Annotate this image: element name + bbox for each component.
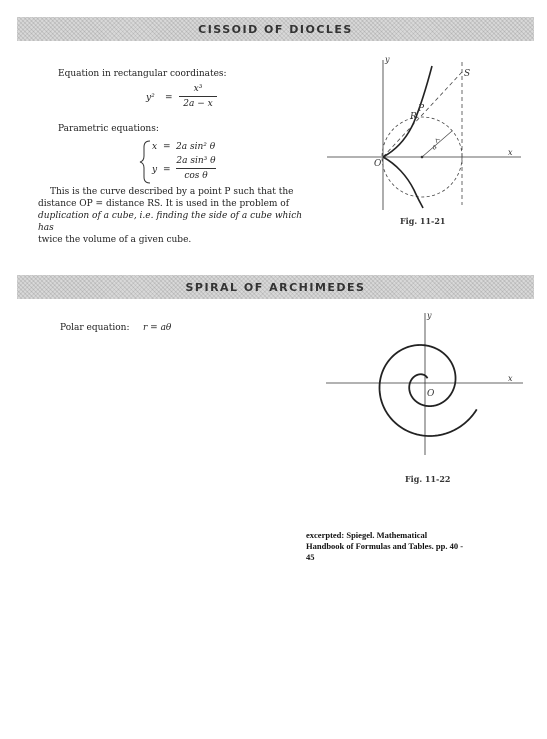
cissoid-label-p: P: [418, 104, 425, 114]
credit-line-1: excerpted: Spiegel. Mathematical: [306, 530, 428, 540]
cissoid-label-r: R: [410, 112, 417, 122]
param-y-numerator: 2a sin³ θ: [176, 156, 216, 166]
param-x-equals: =: [163, 142, 171, 152]
cissoid-title: CISSOID OF DIOCLES: [198, 22, 353, 36]
desc-line-1: This is the curve described by a point P such that the: [50, 187, 294, 197]
source-credit: [306, 530, 506, 563]
polar-eq: r = aθ: [143, 323, 172, 333]
desc-line-2: distance OP = distance RS. It is used in the problem of: [38, 199, 290, 209]
cissoid-label-x: x: [508, 148, 513, 157]
cissoid-label-a: a: [430, 142, 439, 152]
param-y-lhs: y: [152, 165, 158, 175]
rect-eq-heading: Equation in rectangular coordinates:: [58, 69, 227, 79]
credit-line-2: Handbook of Formulas and Tables. pp. 40 -: [306, 541, 464, 551]
param-x-rhs: 2a sin² θ: [176, 142, 216, 152]
cissoid-label-o: O: [374, 159, 382, 169]
param-x-lhs: x: [152, 142, 158, 152]
param-eq-heading: Parametric equations:: [58, 124, 159, 134]
desc-line-3: duplication of a cube, i.e. finding the side of a cube which has: [38, 211, 303, 233]
spiral-figure-caption: Fig. 11-22: [405, 474, 451, 484]
spiral-label-y: y: [427, 311, 432, 320]
spiral-label-o: O: [427, 389, 435, 399]
param-y-equals: =: [163, 165, 171, 175]
rect-eq-equals: =: [165, 93, 173, 103]
spiral-title: SPIRAL OF ARCHIMEDES: [185, 280, 366, 294]
credit-line-3: 45: [306, 552, 315, 562]
rect-eq-numerator: x³: [193, 84, 203, 94]
spiral-label-x: x: [508, 374, 513, 383]
desc-line-4: twice the volume of a given cube.: [38, 235, 192, 245]
cissoid-label-s: S: [464, 69, 471, 79]
cissoid-label-y: y: [385, 55, 390, 64]
cissoid-figure-caption: Fig. 11-21: [400, 216, 446, 226]
param-y-denominator: cos θ: [184, 171, 208, 181]
polar-eq-heading: Polar equation:: [60, 323, 130, 333]
rect-eq-lhs: y²: [146, 93, 155, 103]
rect-eq-denominator: 2a − x: [183, 99, 213, 109]
